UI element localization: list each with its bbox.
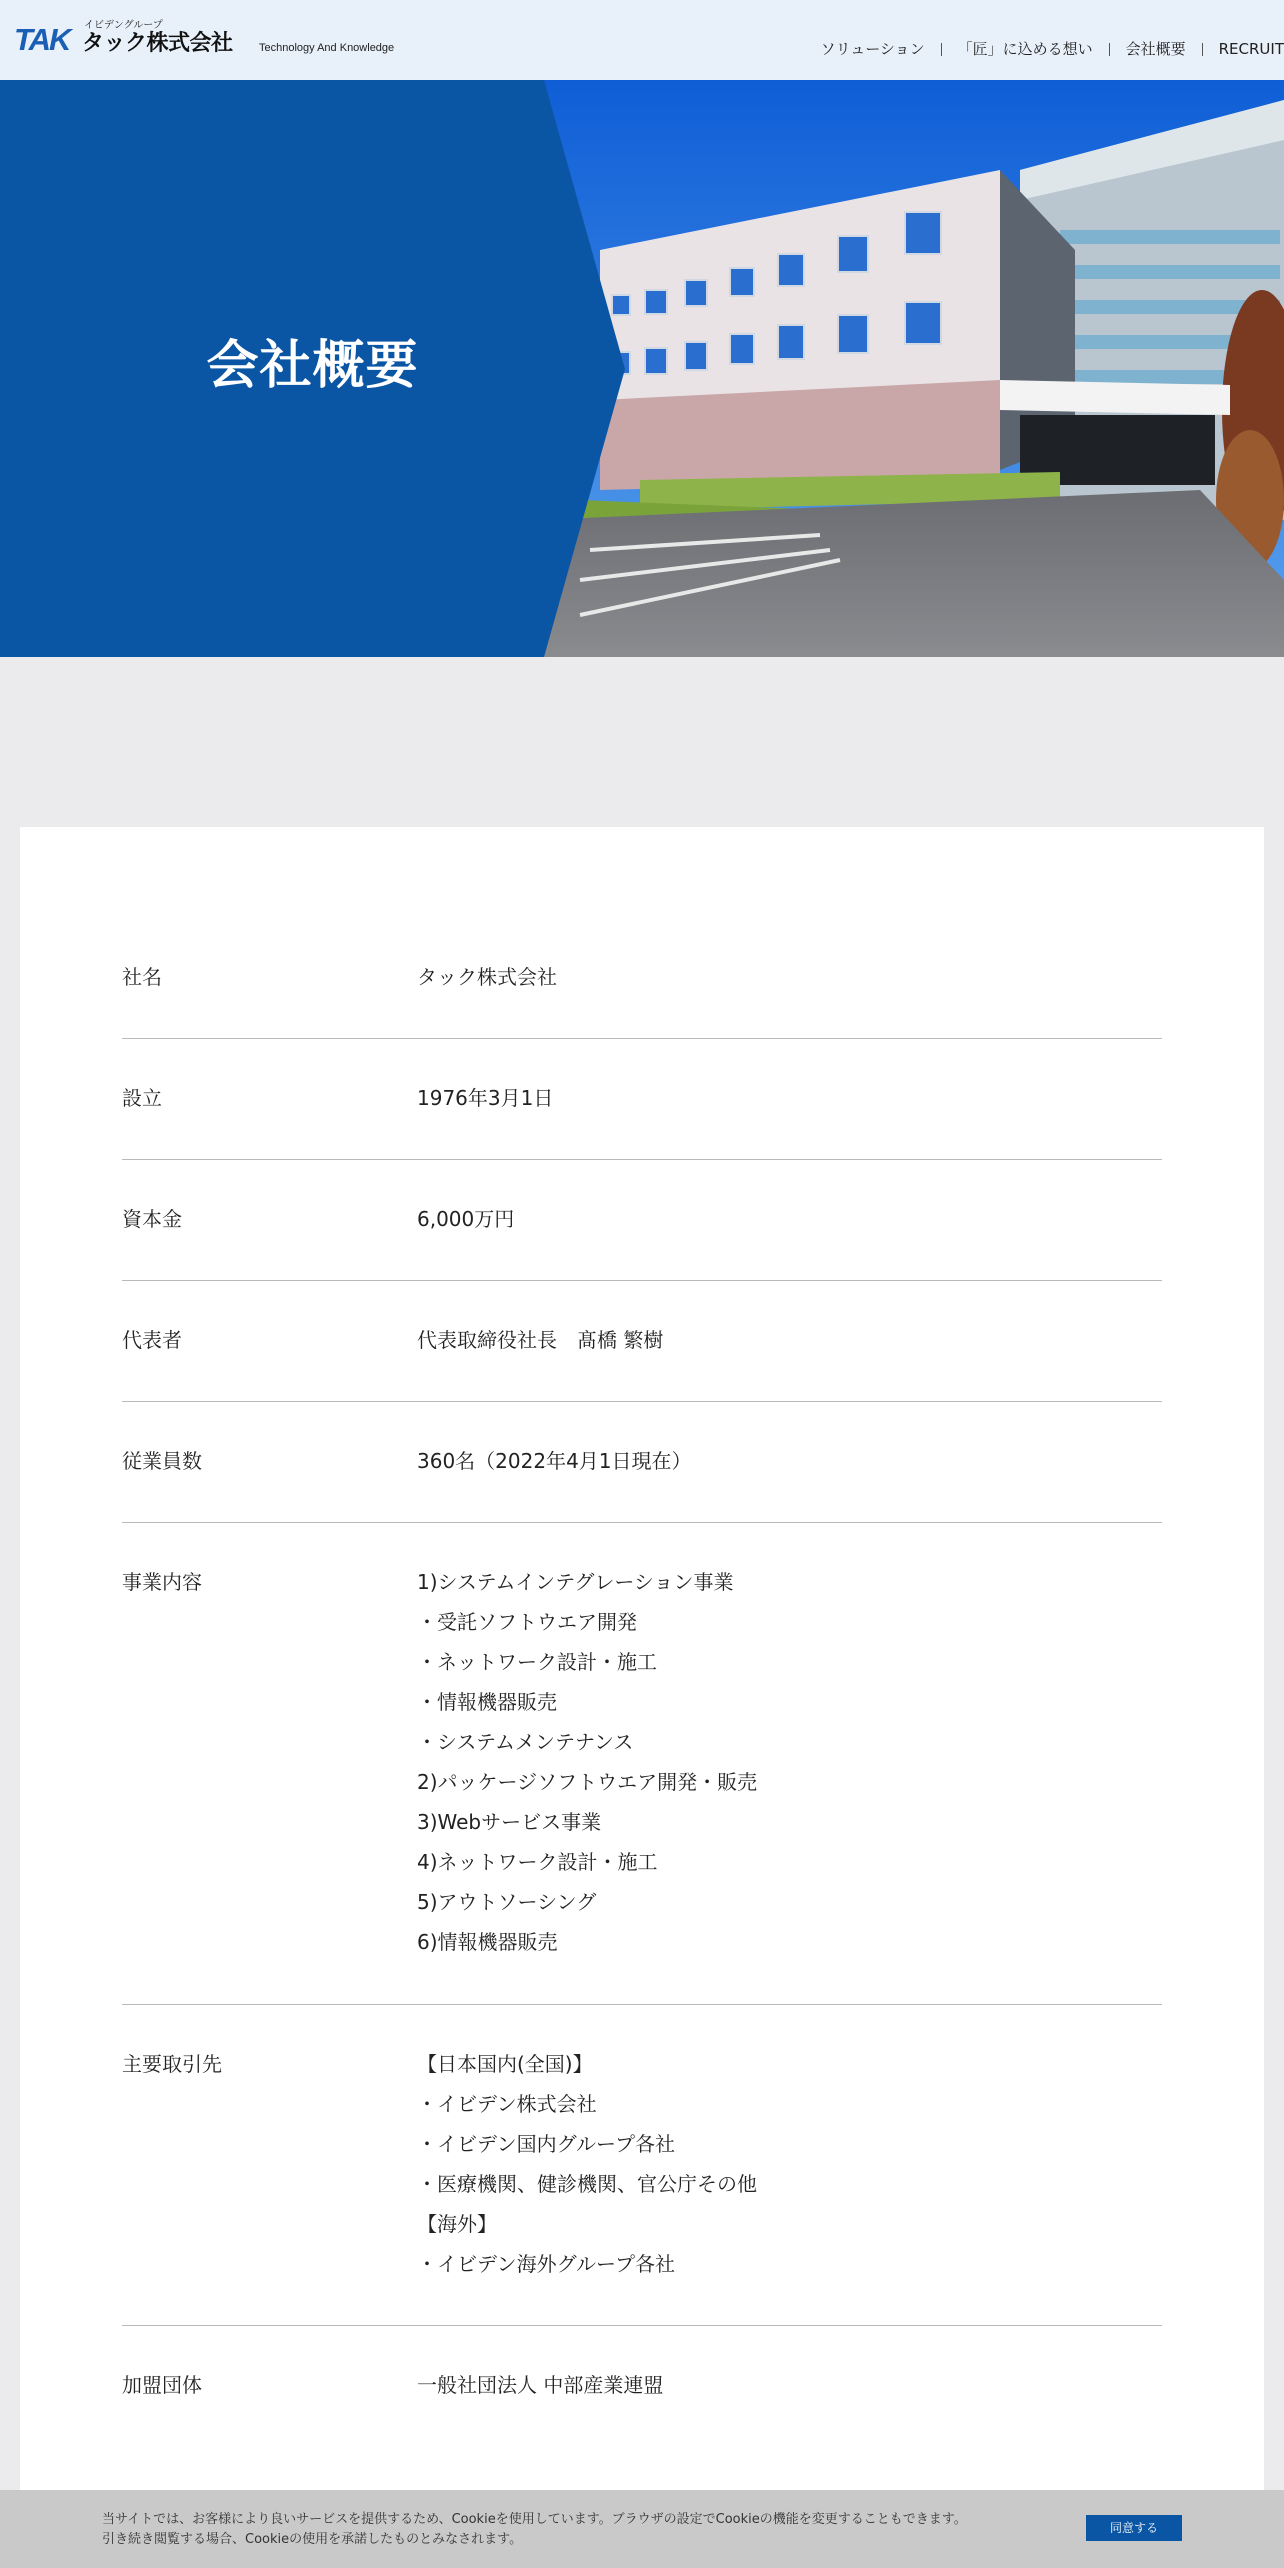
logo-company-name: タック株式会社 <box>82 31 233 56</box>
info-value <box>417 957 1162 997</box>
info-value-line: 3)Webサービス事業 <box>417 1810 602 1834</box>
info-value <box>417 2365 1162 2405</box>
info-value-line: 6)情報機器販売 <box>417 1930 558 1954</box>
info-label: 設立 <box>122 1086 162 1110</box>
info-label: 従業員数 <box>122 1449 202 1473</box>
nav-divider <box>1109 43 1110 56</box>
cookie-notice-line: 当サイトでは、お客様により良いサービスを提供するため、Cookieを使用しています。ブラウザの設定でCookieの機能を変更することもできます。 <box>102 2512 967 2527</box>
hero-banner <box>0 80 1284 657</box>
info-value <box>417 1078 1162 1118</box>
info-value-line: 360名（2022年4月1日現在） <box>417 1449 692 1473</box>
info-value-line: 5)アウトソーシング <box>417 1890 597 1914</box>
info-row-company-name <box>122 957 1162 1038</box>
info-value-line: ・イビデン株式会社 <box>417 2092 597 2116</box>
info-value <box>417 1199 1162 1239</box>
logo-tagline: Technology And Knowledge <box>259 42 395 54</box>
info-value-line: ・システムメンテナンス <box>417 1730 634 1754</box>
info-value-line: 1)システムインテグレーション事業 <box>417 1570 734 1594</box>
info-label: 加盟団体 <box>122 2373 202 2397</box>
info-value-line: ・イビデン国内グループ各社 <box>417 2132 675 2156</box>
info-value-line: ・ネットワーク設計・施工 <box>417 1650 657 1674</box>
nav-divider <box>941 43 942 56</box>
cookie-accept-button[interactable]: 同意する <box>1086 2515 1182 2541</box>
info-value-line: 【海外】 <box>417 2212 497 2236</box>
site-header <box>0 0 1284 80</box>
info-row-employees <box>122 1401 1162 1522</box>
info-value <box>417 1320 1162 1360</box>
info-value-line: 代表取締役社長 髙橋 繁樹 <box>417 1328 664 1352</box>
nav-item-philosophy[interactable]: 「匠」に込める想い <box>957 40 1093 58</box>
cookie-notice-line: 引き続き閲覧する場合、Cookieの使用を承諾したものとみなされます。 <box>102 2532 523 2547</box>
info-row-memberships <box>122 2325 1162 2446</box>
info-value-line: 【日本国内(全国)】 <box>417 2052 593 2076</box>
nav-item-solutions[interactable]: ソリューション <box>820 40 925 58</box>
info-value <box>417 2044 1162 2284</box>
logo-group-label: イビデングループ <box>84 20 163 31</box>
info-value-line: ・医療機関、健診機関、官公庁その他 <box>417 2172 757 2196</box>
info-label: 資本金 <box>122 1207 182 1231</box>
logo-mark: TAK <box>14 22 70 57</box>
info-row-capital <box>122 1159 1162 1280</box>
info-label: 事業内容 <box>122 1570 202 1594</box>
info-value-line: 4)ネットワーク設計・施工 <box>417 1850 658 1874</box>
info-value <box>417 1562 1162 1962</box>
info-row-founded <box>122 1038 1162 1159</box>
info-value-line: ・受託ソフトウエア開発 <box>417 1610 637 1634</box>
company-logo[interactable] <box>14 20 414 60</box>
cookie-notice-text <box>102 2510 967 2550</box>
main-nav <box>821 36 1284 62</box>
info-row-representative <box>122 1280 1162 1401</box>
company-overview-card <box>20 827 1264 2568</box>
nav-item-recruit[interactable]: RECRUIT <box>1218 40 1284 58</box>
info-value-line: 2)パッケージソフトウエア開発・販売 <box>417 1770 758 1794</box>
cookie-consent-bar <box>0 2490 1284 2568</box>
info-value-line: 一般社団法人 中部産業連盟 <box>417 2373 664 2397</box>
page-title: 会社概要 <box>206 336 419 396</box>
company-info-table <box>122 957 1162 2446</box>
info-label: 社名 <box>122 965 162 989</box>
info-row-clients <box>122 2004 1162 2325</box>
info-label: 代表者 <box>122 1328 182 1352</box>
info-value-line: 1976年3月1日 <box>417 1086 554 1110</box>
info-value-line: ・情報機器販売 <box>417 1690 557 1714</box>
info-value-line: ・イビデン海外グループ各社 <box>417 2252 675 2276</box>
nav-item-company[interactable]: 会社概要 <box>1125 40 1186 58</box>
info-value-line: 6,000万円 <box>417 1207 515 1231</box>
nav-divider <box>1202 43 1203 56</box>
info-label: 主要取引先 <box>122 2052 222 2076</box>
info-value <box>417 1441 1162 1481</box>
info-row-business <box>122 1522 1162 2004</box>
info-value-line: タック株式会社 <box>417 965 557 989</box>
